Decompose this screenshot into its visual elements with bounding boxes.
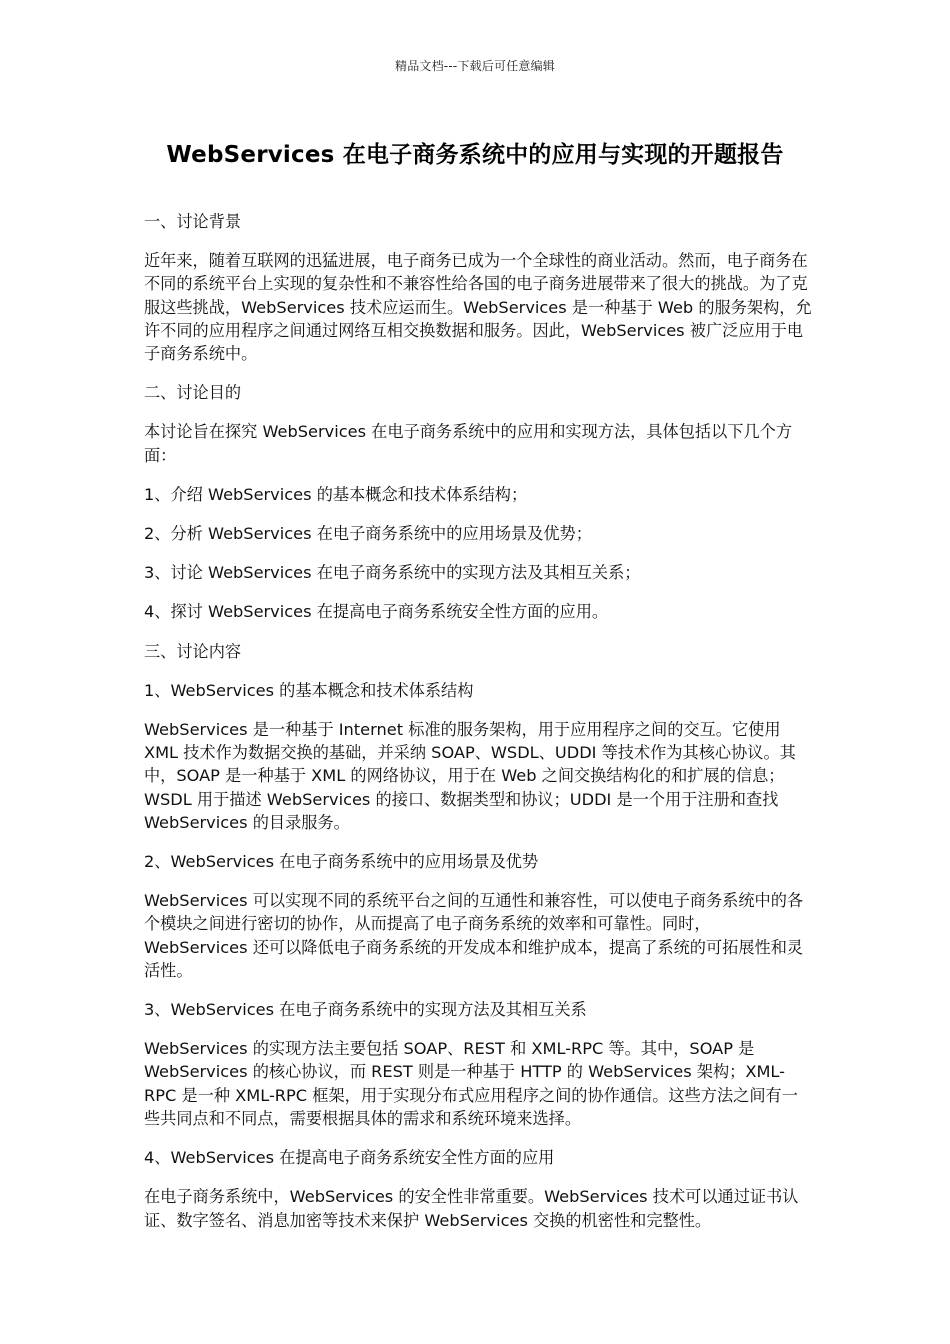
purpose-item-3: 3、讨论 WebServices 在电子商务系统中的实现方法及其相互关系；	[144, 563, 641, 583]
paragraph-background: 近年来，随着互联网的迅猛进展，电子商务已成为一个全球性的商业活动。然而，电子商务在不同的系统平台上实现的复杂性和不兼容性给各国的电子商务进展带来了很大的挑战。为了克服这些挑战，WebServices 技术应运而生。WebServices 是一种基于 Web 的服务架构，允许不同的应用程序之间通过网络互相交换数据和服务。因此，WebServices 被广泛应用于电子商务系统中。	[144, 251, 812, 364]
document-body	[144, 210, 812, 1248]
paragraph-implementation-methods: WebServices 的实现方法主要包括 SOAP、REST 和 XML-RPC 等。其中，SOAP 是 WebServices 的核心协议，而 REST 则是一种基于 HTTP 的 WebServices 架构；XML-RPC 是一种 XML-RPC 框架，用于实现分布式应用程序之间的协作通信。这些方法之间有一些共同点和不同点，需要根据具体的需求和系统环境来选择。	[144, 1039, 798, 1128]
paragraph-purpose-intro: 本讨论旨在探究 WebServices 在电子商务系统中的应用和实现方法，具体包括以下几个方面：	[144, 422, 793, 465]
purpose-item-4: 4、探讨 WebServices 在提高电子商务系统安全性方面的应用。	[144, 602, 609, 622]
section-heading-background: 一、讨论背景	[144, 212, 242, 231]
subheading-application-scenarios: 2、WebServices 在电子商务系统中的应用场景及优势	[144, 852, 539, 872]
purpose-item-2: 2、分析 WebServices 在电子商务系统中的应用场景及优势；	[144, 524, 592, 544]
paragraph-application-scenarios: WebServices 可以实现不同的系统平台之间的互通性和兼容性，可以使电子商务系统中的各个模块之间进行密切的协作，从而提高了电子商务系统的效率和可靠性。同时，WebServices 还可以降低电子商务系统的开发成本和维护成本，提高了系统的可拓展性和灵活性。	[144, 891, 804, 980]
subheading-basic-concepts: 1、WebServices 的基本概念和技术体系结构	[144, 680, 474, 700]
header-note: 精品文档---下载后可任意编辑	[395, 59, 555, 73]
section-heading-content: 三、讨论内容	[144, 641, 242, 661]
section-heading-purpose: 二、讨论目的	[144, 383, 242, 403]
paragraph-security: 在电子商务系统中，WebServices 的安全性非常重要。WebServices 技术可以通过证书认证、数字签名、消息加密等技术来保护 WebServices 交换的机密性和完整性。	[144, 1187, 799, 1230]
paragraph-basic-concepts: WebServices 是一种基于 Internet 标准的服务架构，用于应用程序之间的交互。它使用 XML 技术作为数据交换的基础，并采纳 SOAP、WSDL、UDDI 等技术作为其核心协议。其中，SOAP 是一种基于 XML 的网络协议，用于在 Web 之间交换结构化的和扩展的信息；WSDL 用于描述 WebServices 的接口、数据类型和协议；UDDI 是一个用于注册和查找 WebServices 的目录服务。	[144, 720, 796, 832]
document-title: WebServices 在电子商务系统中的应用与实现的开题报告	[166, 142, 784, 168]
subheading-implementation-methods: 3、WebServices 在电子商务系统中的实现方法及其相互关系	[144, 1000, 587, 1020]
purpose-item-1: 1、介绍 WebServices 的基本概念和技术体系结构；	[144, 484, 528, 504]
subheading-security: 4、WebServices 在提高电子商务系统安全性方面的应用	[144, 1148, 555, 1168]
